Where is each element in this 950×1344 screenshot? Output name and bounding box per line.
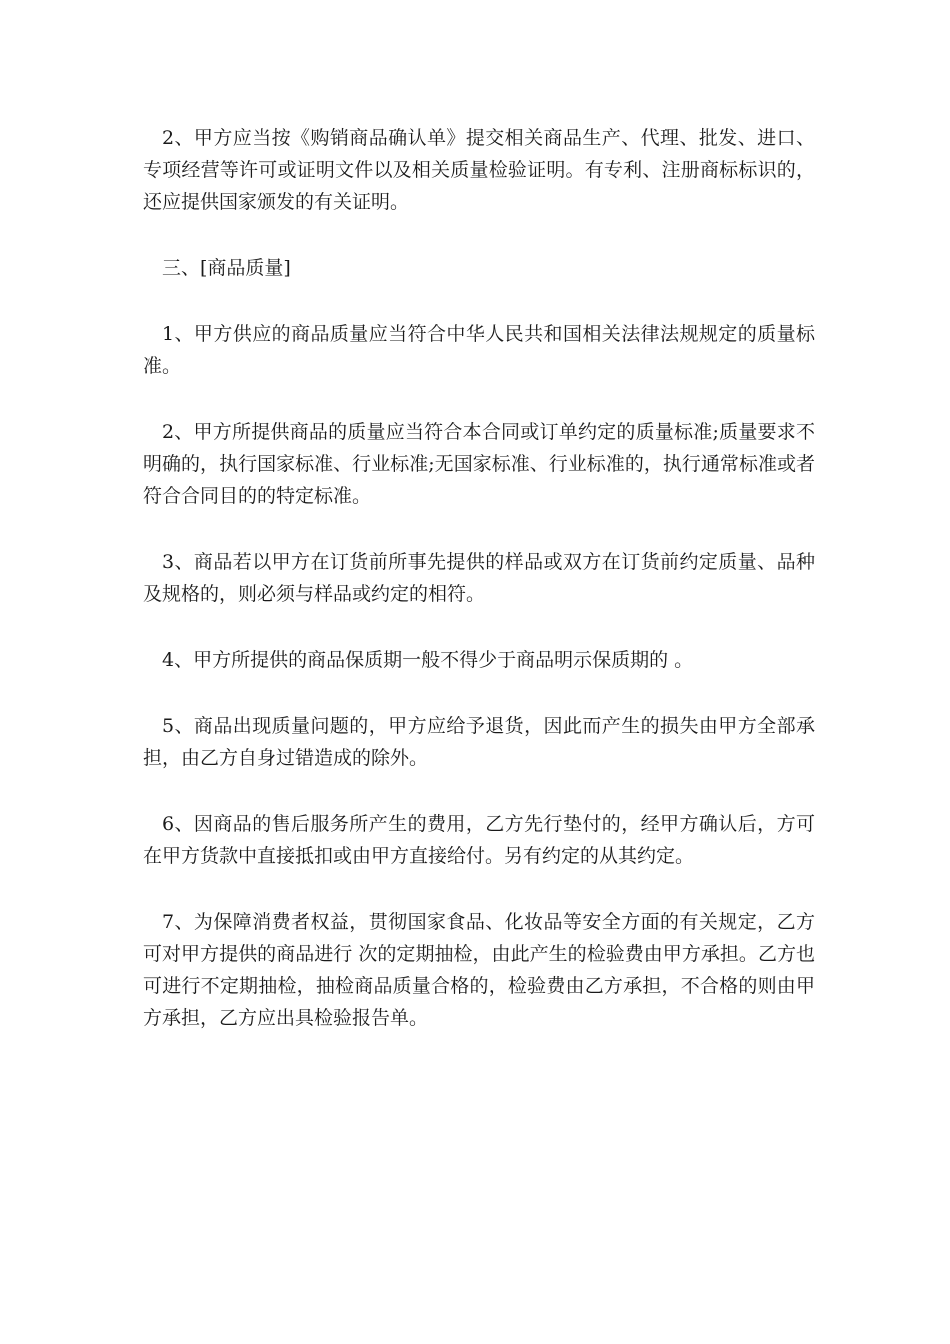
clause-quality-2: 2、甲方所提供商品的质量应当符合本合同或订单约定的质量标准;质量要求不明确的，执行国家标准、行业标准;无国家标准、行业标准的，执行通常标准或者符合合同目的的特定标准。 [143, 421, 815, 507]
clause-2-certification: 2、甲方应当按《购销商品确认单》提交相关商品生产、代理、批发、进口、专项经营等许可或证明文件以及相关质量检验证明。有专利、注册商标标识的，还应提供国家颁发的有关证明。 [143, 127, 815, 213]
document-body [143, 122, 815, 1068]
clause-quality-6: 6、因商品的售后服务所产生的费用，乙方先行垫付的，经甲方确认后，方可在甲方货款中直接抵扣或由甲方直接给付。另有约定的从其约定。 [143, 813, 815, 867]
clause-quality-3: 3、商品若以甲方在订货前所事先提供的样品或双方在订货前约定质量、品种及规格的，则必须与样品或约定的相符。 [143, 551, 815, 605]
clause-quality-5: 5、商品出现质量问题的，甲方应给予退货，因此而产生的损失由甲方全部承担，由乙方自身过错造成的除外。 [143, 715, 815, 769]
clause-quality-7: 7、为保障消费者权益，贯彻国家食品、化妆品等安全方面的有关规定，乙方可对甲方提供的商品进行 次的定期抽检，由此产生的检验费由甲方承担。乙方也可进行不定期抽检，抽检商品质量合格的，检验费由乙方承担，不合格的则由甲方承担，乙方应出具检验报告单。 [143, 911, 815, 1029]
section-heading-quality: 三、[商品质量] [162, 257, 291, 279]
clause-quality-4: 4、甲方所提供的商品保质期一般不得少于商品明示保质期的 。 [162, 649, 694, 671]
clause-quality-1: 1、甲方供应的商品质量应当符合中华人民共和国相关法律法规规定的质量标准。 [143, 323, 815, 377]
